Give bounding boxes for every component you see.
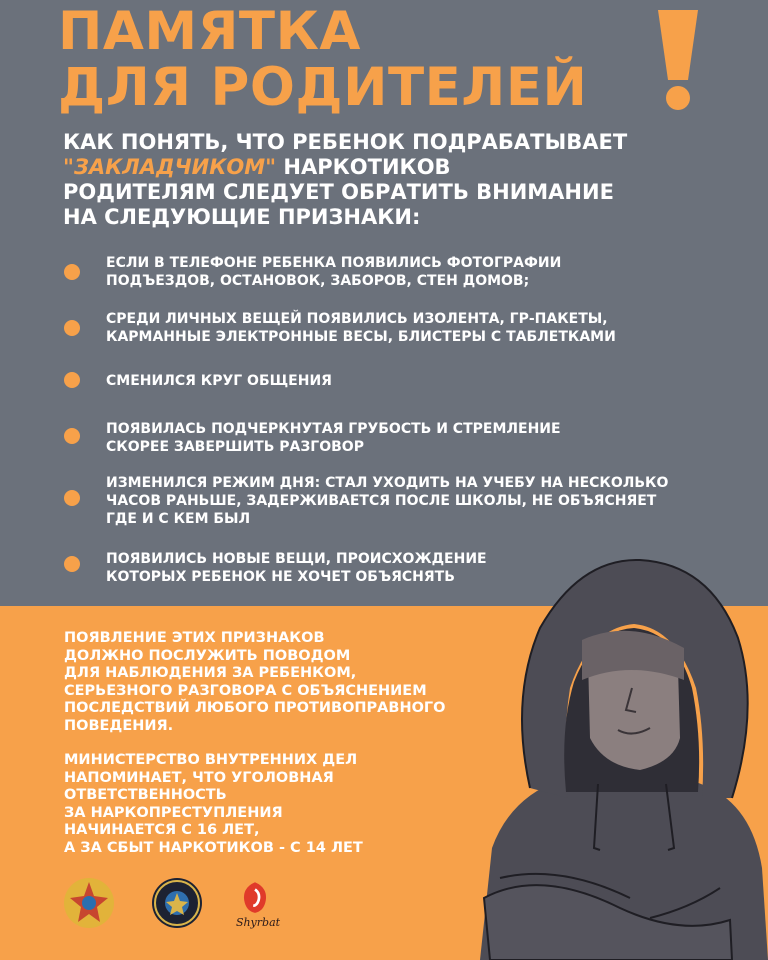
warning-line: ПОЯВЛЕНИЕ ЭТИХ ПРИЗНАКОВ	[64, 630, 325, 646]
list-item-line: ЧАСОВ РАНЬШЕ, ЗАДЕРЖИВАЕТСЯ ПОСЛЕ ШКОЛЫ, НЕ ОБЪЯСНЯЕТ	[106, 493, 657, 509]
list-item-line: ЕСЛИ В ТЕЛЕФОНЕ РЕБЕНКА ПОЯВИЛИСЬ ФОТОГРАФИИ	[106, 255, 562, 271]
warning-line: СЕРЬЕЗНОГО РАЗГОВОРА С ОБЪЯСНЕНИЕМ	[64, 682, 427, 699]
list-item-text	[106, 420, 716, 456]
list-item-line: КАРМАННЫЕ ЭЛЕКТРОННЫЕ ВЕСЫ, БЛИСТЕРЫ С ТАБЛЕТКАМИ	[106, 329, 616, 345]
bullet-dot-icon	[64, 320, 80, 336]
police-badge-logo	[150, 876, 204, 930]
emblem-logo	[62, 876, 116, 930]
bullet-dot-icon	[64, 428, 80, 444]
warning-line: ДОЛЖНО ПОСЛУЖИТЬ ПОВОДОМ	[64, 647, 351, 664]
ministry-line: НАПОМИНАЕТ, ЧТО УГОЛОВНАЯ	[64, 769, 334, 786]
list-item-text	[106, 254, 716, 290]
list-item-text	[106, 474, 716, 528]
warning-text	[64, 630, 534, 735]
list-item-line: ПОДЪЕЗДОВ, ОСТАНОВОК, ЗАБОРОВ, СТЕН ДОМОВ;	[106, 273, 530, 289]
warning-line: ДЛЯ НАБЛЮДЕНИЯ ЗА РЕБЕНКОМ,	[64, 665, 357, 681]
ministry-line: НАЧИНАЕТСЯ С 16 ЛЕТ,	[64, 822, 260, 838]
list-item-line: ГДЕ И С КЕМ БЫЛ	[106, 511, 251, 527]
shyrbat-logo-text: Shyrbat	[235, 916, 281, 929]
subtitle-line-2	[63, 155, 723, 180]
title-line-1: ПАМЯТКА	[58, 1, 361, 62]
bullet-dot-icon	[64, 490, 80, 506]
bullet-dot-icon	[64, 264, 80, 280]
list-item-line: ПОЯВИЛАСЬ ПОДЧЕРКНУТАЯ ГРУБОСТЬ И СТРЕМЛЕНИЕ	[106, 421, 561, 437]
subtitle-line-1: КАК ПОНЯТЬ, ЧТО РЕБЕНОК ПОДРАБАТЫВАЕТ	[63, 130, 628, 154]
list-item-line: СРЕДИ ЛИЧНЫХ ВЕЩЕЙ ПОЯВИЛИСЬ ИЗОЛЕНТА, ГР-ПАКЕТЫ,	[106, 311, 608, 327]
ministry-line: ОТВЕТСТВЕННОСТЬ	[64, 787, 227, 803]
subtitle-line-2-rest: НАРКОТИКОВ	[276, 155, 451, 179]
exclamation-icon	[652, 8, 704, 112]
list-item-line: СКОРЕЕ ЗАВЕРШИТЬ РАЗГОВОР	[106, 439, 364, 455]
list-item-line: ИЗМЕНИЛСЯ РЕЖИМ ДНЯ: СТАЛ УХОДИТЬ НА УЧЕБУ НА НЕСКОЛЬКО	[106, 475, 669, 491]
subtitle-line-3: РОДИТЕЛЯМ СЛЕДУЕТ ОБРАТИТЬ ВНИМАНИЕ	[63, 180, 614, 204]
ministry-text	[64, 752, 534, 857]
list-item-text	[106, 310, 716, 346]
ministry-line: А ЗА СБЫТ НАРКОТИКОВ - С 14 ЛЕТ	[64, 839, 363, 856]
ministry-line: ЗА НАРКОПРЕСТУПЛЕНИЯ	[64, 804, 283, 821]
bullet-dot-icon	[64, 556, 80, 572]
bullet-dot-icon	[64, 372, 80, 388]
subtitle-line-4: НА СЛЕДУЮЩИЕ ПРИЗНАКИ:	[63, 205, 421, 229]
list-item-text	[106, 372, 716, 390]
ministry-line: МИНИСТЕРСТВО ВНУТРЕННИХ ДЕЛ	[64, 752, 358, 768]
list-item-line: СМЕНИЛСЯ КРУГ ОБЩЕНИЯ	[106, 373, 332, 389]
warning-line: ПОСЛЕДСТВИЙ ЛЮБОГО ПРОТИВОПРАВНОГО	[64, 700, 446, 716]
subtitle	[63, 130, 723, 230]
list-item-line: ПОЯВИЛИСЬ НОВЫЕ ВЕЩИ, ПРОИСХОЖДЕНИЕ	[106, 551, 487, 567]
warning-line: ПОВЕДЕНИЯ.	[64, 717, 174, 734]
list-item-line: КОТОРЫХ РЕБЕНОК НЕ ХОЧЕТ ОБЪЯСНЯТЬ	[106, 569, 455, 585]
page-title	[58, 1, 678, 118]
subtitle-highlight: "ЗАКЛАДЧИКОМ"	[63, 155, 277, 179]
title-line-2: ДЛЯ РОДИТЕЛЕЙ	[58, 57, 588, 118]
